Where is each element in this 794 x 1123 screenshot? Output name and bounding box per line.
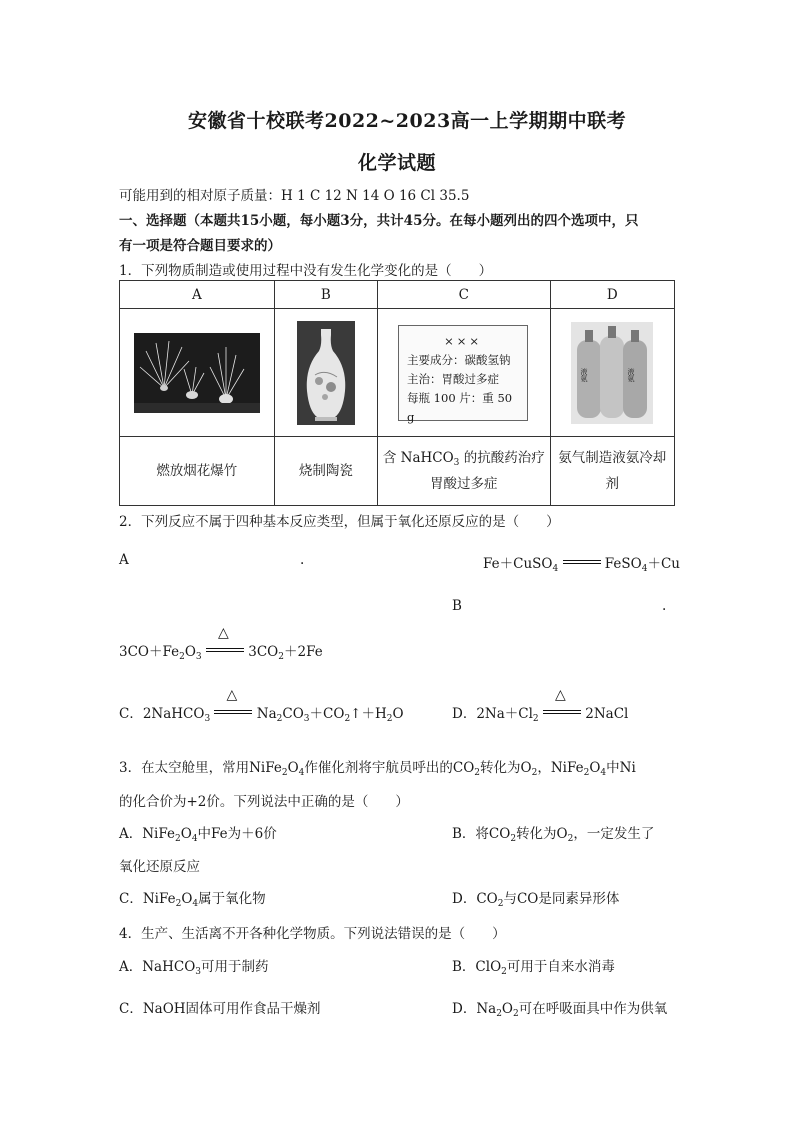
- q2-option-c: C．2NaHCO$_3$ △ $Na_2CO_3+CO_2↑+H_2O$: [119, 687, 404, 724]
- tank-label-2: 液氨: [627, 367, 636, 382]
- question-3-stem-line2: 的化合价为+2价。下列说法中正确的是（ ）: [119, 794, 409, 810]
- exam-subtitle: 化学试题: [358, 152, 437, 174]
- caption-c: 含 NaHCO$_3$ 的抗酸药治疗 胃酸过多症: [378, 437, 551, 506]
- question-1-stem: 1．下列物质制造或使用过程中没有发生化学变化的是（ ）: [119, 263, 493, 279]
- section-heading-line1: 一、选择题（本题共15小题，每小题3分，共计45分。在每小题列出的四个选项中，只: [119, 213, 639, 229]
- q3-option-d: D．$CO_2$与CO是同素异形体: [452, 891, 620, 909]
- image-cell-d: [550, 309, 674, 437]
- question-1-table: [119, 280, 675, 506]
- image-cell-a: [120, 309, 275, 437]
- drug-label-line1: 主要成分：碳酸氢钠: [407, 353, 511, 367]
- q4-option-b: B．ClO$_2$可用于自来水消毒: [452, 959, 615, 977]
- header-a: A: [120, 281, 275, 309]
- atomic-masses-line: 可能用到的相对原子质量：H 1 C 12 N 14 O 16 Cl 35.5: [119, 188, 470, 204]
- question-2-stem: 2．下列反应不属于四种基本反应类型，但属于氧化还原反应的是（ ）: [119, 514, 560, 530]
- tank-label-1: 液氨: [580, 367, 589, 382]
- q4-option-a: A．NaHCO$_3$可用于制药: [119, 959, 269, 977]
- caption-a: 燃放烟花爆竹: [120, 437, 275, 506]
- header-b: B: [274, 281, 377, 309]
- q2-option-b-letter: B: [452, 598, 462, 614]
- q2-option-a-equation: Fe＋CuSO$_4$ FeSO$_4$＋Cu: [483, 556, 680, 574]
- equals-sign: [563, 554, 601, 570]
- question-3-stem-line1: 3．在太空舱里，常用$NiFe_2O_4$作催化剂将宇航员呼出的$CO_2$转化为$O_2$，$NiFe_2O_4$中Ni: [119, 760, 636, 778]
- drug-label-card: [398, 325, 528, 424]
- fireworks-image: [134, 333, 260, 413]
- q4-option-c: C．NaOH固体可用作食品干燥剂: [119, 1001, 321, 1017]
- q2-option-a-dot: .: [300, 552, 305, 568]
- caption-b: 烧制陶瓷: [274, 437, 377, 506]
- drug-label-line2: 主治：胃酸过多症: [407, 372, 500, 386]
- q3-option-a: A．$NiFe_2O_4$中Fe为＋6价: [119, 826, 277, 844]
- q4-option-d: D．$Na_2O_2$可在呼吸面具中作为供氧: [452, 1001, 668, 1019]
- q2-option-d: D．$2Na+Cl_2$ △ 2NaCl: [452, 687, 629, 724]
- image-cell-c: [378, 309, 551, 437]
- image-cell-b: [274, 309, 377, 437]
- q2-option-a-letter: A: [119, 552, 129, 568]
- section-heading-line2: 有一项是符合题目要求的）: [119, 238, 281, 254]
- heat-equals-sign: △: [543, 704, 581, 720]
- caption-d: 氨气制造液氨冷却 剂: [550, 437, 674, 506]
- header-d: D: [550, 281, 674, 309]
- gas-cylinders-image: [571, 322, 653, 424]
- heat-equals-sign: △: [214, 704, 252, 720]
- exam-title: 安徽省十校联考2022~2023高一上学期期中联考: [188, 110, 627, 132]
- q2-option-b-dot: .: [662, 598, 667, 614]
- q3-option-b: B．将$CO_2$转化为$O_2$，一定发生了: [452, 826, 655, 844]
- header-c: C: [378, 281, 551, 309]
- q2-option-b-equation: $3CO+Fe_2O_3$ △ $3CO_2+2Fe$: [119, 625, 323, 662]
- heat-equals-sign: △: [206, 642, 244, 658]
- question-4-stem: 4．生产、生活离不开各种化学物质。下列说法错误的是（ ）: [119, 926, 506, 942]
- q3-option-b-line2: 氧化还原反应: [119, 859, 200, 875]
- drug-label-header: ×××: [444, 334, 482, 348]
- porcelain-vase-image: [297, 321, 355, 425]
- drug-label-line3: 每瓶 100 片：重 50 g: [407, 391, 513, 424]
- q3-option-c: C．$NiFe_2O_4$属于氧化物: [119, 891, 266, 909]
